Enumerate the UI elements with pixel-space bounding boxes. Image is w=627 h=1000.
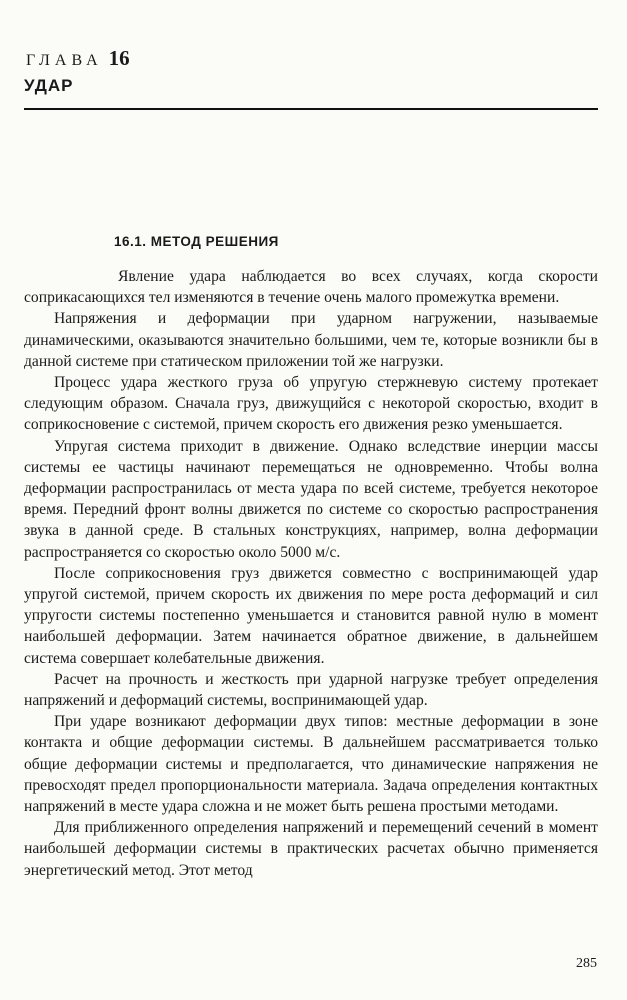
body-text (24, 266, 598, 881)
paragraph-5: После соприкосновения груз движется совместно с воспринимающей удар упругой системой, причем скорость их движения по мере роста деформаций и сил упругости системы постепенно уменьшается и становится равной нулю в момент наибольшей деформации. Затем начинается обратное движение, в дальнейшем система совершает колебательные движения. (24, 564, 598, 667)
chapter-title: УДАР (24, 76, 74, 95)
paragraph-3: Процесс удара жесткого груза об упругую стержневую систему протекает следующим образом. Сначала груз, движущийся с некоторой скоростью, входит в соприкосновение с системой, причем скорость его движения резко уменьшается. (24, 374, 598, 434)
chapter-divider (24, 108, 598, 110)
paragraph-6: Расчет на прочность и жесткость при ударной нагрузке требует определения напряжений и деформаций системы, воспринимающей удар. (24, 670, 598, 710)
page-number: 285 (576, 956, 597, 971)
section-title: 16.1. МЕТОД РЕШЕНИЯ (114, 234, 279, 249)
paragraph-4: Упругая система приходит в движение. Однако вследствие инерции массы системы ее частицы начинают перемещаться не одновременно. Чтобы волна деформации распространилась от места удара по всей системе, требуется некоторое время. Передний фронт волны движется по системе со скоростью распространения звука в данной среде. В стальных конструкциях, например, волна деформации распространяется со скоростью около 5000 м/с. (24, 437, 598, 561)
paragraph-8: Для приближенного определения напряжений и перемещений сечений в момент наибольшей деформации системы в практических расчетах обычно применяется энергетический метод. Этот метод (24, 819, 598, 879)
chapter-number: 16 (108, 46, 130, 70)
chapter-heading (26, 46, 130, 71)
paragraph-1: Явление удара наблюдается во всех случаях, когда скорости соприкасающихся тел изменяются в течение очень малого промежутка времени. (24, 268, 598, 307)
chapter-label: ГЛАВА (26, 52, 103, 69)
paragraph-7: При ударе возникают деформации двух типов: местные деформации в зоне контакта и общие деформации системы. В дальнейшем рассматривается только общие деформации системы и предполагается, что динамические напряжения не превосходят предел пропорциональности материала. Задача определения контактных напряжений в месте удара сложна и не может быть решена простыми методами. (24, 713, 598, 816)
paragraph-2: Напряжения и деформации при ударном нагружении, называемые динамическими, оказываются значительно большими, чем те, которые возникли бы в данной системе при статическом приложении той же нагрузки. (24, 310, 598, 370)
